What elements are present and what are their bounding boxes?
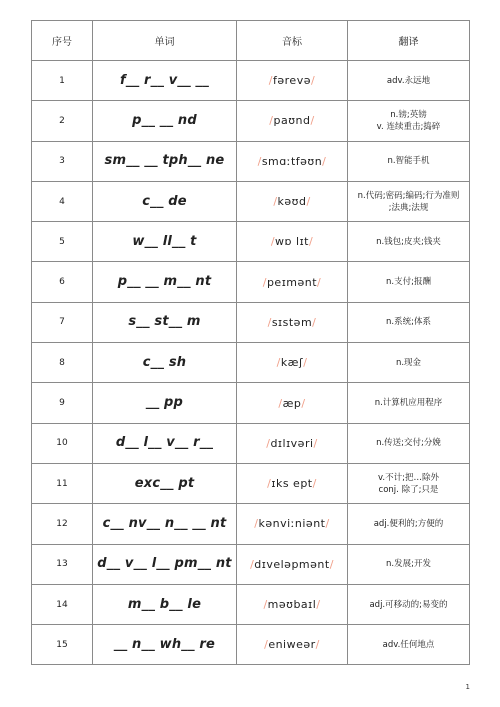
table-row bbox=[32, 141, 470, 181]
translation-cell bbox=[348, 423, 470, 463]
row-number: 15 bbox=[32, 625, 93, 665]
phonetic-text: æp bbox=[282, 396, 302, 410]
translation-cell bbox=[348, 504, 470, 544]
translation-line: n.支付;报酬 bbox=[386, 277, 431, 288]
phonetic-cell bbox=[237, 504, 348, 544]
slash-mark: / bbox=[312, 315, 317, 329]
row-number: 9 bbox=[32, 383, 93, 423]
table-row bbox=[32, 463, 470, 503]
translation-cell bbox=[348, 222, 470, 262]
table-row bbox=[32, 584, 470, 624]
table-row bbox=[32, 625, 470, 665]
row-number: 2 bbox=[32, 101, 93, 141]
translation-line: n.智能手机 bbox=[387, 156, 430, 167]
word-blank: p__ __ m__ nt bbox=[93, 262, 237, 302]
phonetic-cell bbox=[237, 625, 348, 665]
row-number: 14 bbox=[32, 584, 93, 624]
slash-mark: / bbox=[268, 74, 274, 88]
phonetic-cell bbox=[237, 343, 348, 383]
word-blank: f__ r__ v__ __ bbox=[93, 61, 237, 101]
translation-line: n.现金 bbox=[395, 357, 422, 368]
slash-mark: / bbox=[316, 598, 321, 611]
row-number: 11 bbox=[32, 463, 93, 503]
table-row bbox=[32, 423, 470, 463]
phonetic-text: sɪstəm bbox=[271, 315, 313, 329]
phonetic-text: ɪks ept bbox=[271, 477, 313, 491]
translation-line: n.传送;交付;分娩 bbox=[376, 438, 441, 449]
row-number: 13 bbox=[32, 544, 93, 584]
phonetic-cell bbox=[237, 222, 348, 262]
translation-cell bbox=[348, 383, 470, 423]
phonetic-text: məʊbaɪl bbox=[267, 598, 317, 611]
word-blank: c__ sh bbox=[93, 343, 237, 383]
phonetic-text: smɑːtfəʊn bbox=[261, 154, 323, 168]
translation-line: ;法典;法规 bbox=[388, 202, 429, 213]
phonetic-text: dɪlɪvəri bbox=[270, 436, 314, 450]
phonetic-text: peɪmənt bbox=[266, 275, 318, 289]
translation-line: n.钱包;皮夹;钱夹 bbox=[376, 236, 441, 247]
translation-cell bbox=[348, 463, 470, 503]
slash-mark: / bbox=[262, 275, 267, 289]
slash-mark: / bbox=[322, 154, 327, 168]
translation-cell bbox=[348, 343, 470, 383]
phonetic-cell bbox=[237, 262, 348, 302]
word-blank: p__ __ nd bbox=[93, 101, 237, 141]
slash-mark: / bbox=[325, 517, 330, 531]
phonetic-cell bbox=[237, 383, 348, 423]
table-row bbox=[32, 101, 470, 141]
table-row bbox=[32, 504, 470, 544]
translation-line: conj. 除了;只是 bbox=[378, 484, 439, 495]
row-number: 8 bbox=[32, 343, 93, 383]
slash-mark: / bbox=[313, 436, 318, 450]
phonetic-text: kəʊd bbox=[277, 195, 307, 209]
slash-mark: / bbox=[267, 315, 272, 329]
phonetic-cell bbox=[237, 101, 348, 141]
table-row bbox=[32, 61, 470, 101]
header-row bbox=[32, 21, 470, 61]
slash-mark: / bbox=[276, 356, 281, 370]
slash-mark: / bbox=[270, 235, 276, 249]
vocabulary-table bbox=[31, 20, 470, 665]
translation-cell bbox=[348, 584, 470, 624]
phonetic-text: fərevə bbox=[273, 74, 311, 88]
phonetic-text: wɒ lɪt bbox=[275, 235, 309, 249]
translation-line: adv.任何地点 bbox=[382, 639, 435, 650]
slash-mark: / bbox=[317, 275, 322, 289]
slash-mark: / bbox=[264, 638, 269, 652]
phonetic-cell bbox=[237, 544, 348, 584]
row-number: 6 bbox=[32, 262, 93, 302]
translation-cell bbox=[348, 262, 470, 302]
translation-cell bbox=[348, 101, 470, 141]
slash-mark: / bbox=[303, 356, 308, 370]
translation-cell bbox=[348, 61, 470, 101]
slash-mark: / bbox=[306, 195, 311, 209]
word-blank: d__ l__ v__ r__ bbox=[93, 423, 237, 463]
word-blank: w__ ll__ t bbox=[93, 222, 237, 262]
table-row bbox=[32, 544, 470, 584]
slash-mark: / bbox=[254, 517, 259, 531]
translation-line: v. 连续重击;捣碎 bbox=[376, 121, 441, 132]
translation-cell bbox=[348, 141, 470, 181]
slash-mark: / bbox=[312, 477, 317, 491]
slash-mark: / bbox=[329, 557, 334, 571]
translation-line: adj.可移动的;易变的 bbox=[369, 599, 448, 610]
slash-mark: / bbox=[308, 235, 314, 249]
translation-cell bbox=[348, 181, 470, 221]
phonetic-cell bbox=[237, 181, 348, 221]
header-number: 序号 bbox=[32, 21, 93, 61]
phonetic-cell bbox=[237, 61, 348, 101]
slash-mark: / bbox=[250, 557, 255, 571]
translation-cell bbox=[348, 625, 470, 665]
translation-line: n.系统;体系 bbox=[386, 317, 431, 328]
table-row bbox=[32, 343, 470, 383]
word-blank: __ n__ wh__ re bbox=[93, 625, 237, 665]
page-number: 1 bbox=[465, 683, 470, 691]
slash-mark: / bbox=[263, 598, 268, 611]
translation-line: n.发展;开发 bbox=[386, 559, 431, 570]
translation-cell bbox=[348, 544, 470, 584]
row-number: 3 bbox=[32, 141, 93, 181]
slash-mark: / bbox=[315, 638, 320, 652]
slash-mark: / bbox=[266, 436, 271, 450]
table-row bbox=[32, 181, 470, 221]
phonetic-text: kənviːniənt bbox=[258, 517, 326, 531]
slash-mark: / bbox=[310, 74, 316, 88]
row-number: 7 bbox=[32, 302, 93, 342]
phonetic-text: paʊnd bbox=[273, 114, 311, 128]
phonetic-cell bbox=[237, 423, 348, 463]
word-blank: __ pp bbox=[93, 383, 237, 423]
table-row bbox=[32, 383, 470, 423]
row-number: 12 bbox=[32, 504, 93, 544]
phonetic-cell bbox=[237, 141, 348, 181]
word-blank: d__ v__ l__ pm__ nt bbox=[93, 544, 237, 584]
word-blank: m__ b__ le bbox=[93, 584, 237, 624]
slash-mark: / bbox=[273, 195, 278, 209]
header-translation: 翻译 bbox=[348, 21, 470, 61]
phonetic-text: kæʃ bbox=[280, 356, 304, 370]
header-word: 单词 bbox=[93, 21, 237, 61]
slash-mark: / bbox=[301, 396, 306, 410]
phonetic-text: eniweər bbox=[268, 638, 316, 652]
slash-mark: / bbox=[257, 154, 262, 168]
slash-mark: / bbox=[267, 477, 272, 491]
phonetic-cell bbox=[237, 302, 348, 342]
word-blank: c__ de bbox=[93, 181, 237, 221]
translation-line: n.代码;密码;编码;行为准则 bbox=[357, 190, 460, 201]
translation-line: adv.永远地 bbox=[386, 75, 431, 86]
slash-mark: / bbox=[269, 114, 274, 128]
table-row bbox=[32, 262, 470, 302]
table-row bbox=[32, 222, 470, 262]
phonetic-cell bbox=[237, 584, 348, 624]
word-blank: s__ st__ m bbox=[93, 302, 237, 342]
phonetic-text: dɪveləpmənt bbox=[254, 557, 330, 571]
translation-line: adj.便利的;方便的 bbox=[373, 518, 444, 529]
translation-cell bbox=[348, 302, 470, 342]
slash-mark: / bbox=[278, 396, 283, 410]
phonetic-cell bbox=[237, 463, 348, 503]
row-number: 5 bbox=[32, 222, 93, 262]
translation-line: n.计算机应用程序 bbox=[374, 398, 443, 409]
translation-line: v.不计;把…除外 bbox=[378, 472, 439, 483]
row-number: 1 bbox=[32, 61, 93, 101]
header-phonetic: 音标 bbox=[237, 21, 348, 61]
word-blank: exc__ pt bbox=[93, 463, 237, 503]
slash-mark: / bbox=[310, 114, 315, 128]
table-row bbox=[32, 302, 470, 342]
table-body bbox=[32, 61, 470, 665]
row-number: 4 bbox=[32, 181, 93, 221]
row-number: 10 bbox=[32, 423, 93, 463]
word-blank: c__ nv__ n__ __ nt bbox=[93, 504, 237, 544]
translation-line: n.镑;英镑 bbox=[390, 109, 427, 120]
word-blank: sm__ __ tph__ ne bbox=[93, 141, 237, 181]
